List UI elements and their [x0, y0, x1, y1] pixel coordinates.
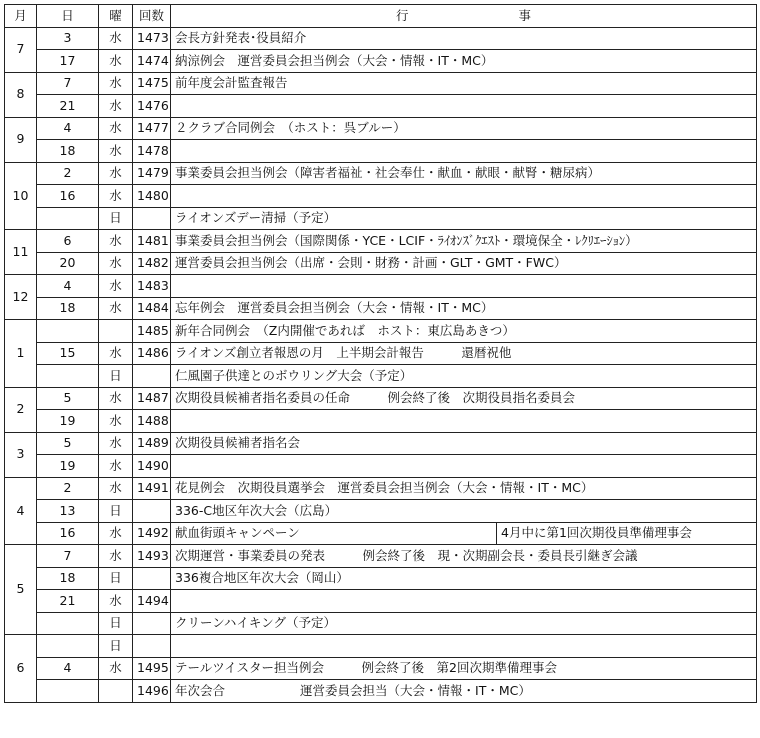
- schedule-row: [5, 522, 757, 545]
- weekday-cell: 水: [99, 297, 133, 320]
- weekday-cell: 日: [99, 612, 133, 635]
- schedule-row: [5, 117, 757, 140]
- meeting-number-cell: 1487: [133, 387, 171, 410]
- event-cell: [171, 95, 757, 118]
- day-cell: 18: [37, 297, 99, 320]
- event-cell: 336-C地区年次大会（広島）: [171, 500, 757, 523]
- month-cell: 2: [5, 387, 37, 432]
- meeting-number-cell: 1479: [133, 162, 171, 185]
- month-cell: 9: [5, 117, 37, 162]
- meeting-number-cell: 1491: [133, 477, 171, 500]
- event-cell: 年次会合 運営委員会担当（大会・情報・IT・MC）: [171, 680, 757, 703]
- month-cell: 5: [5, 545, 37, 635]
- schedule-row: [5, 252, 757, 275]
- day-cell: 20: [37, 252, 99, 275]
- event-cell: 会長方針発表･役員紹介: [171, 27, 757, 50]
- weekday-cell: 水: [99, 252, 133, 275]
- header-day: 日: [37, 5, 99, 28]
- day-cell: 16: [37, 522, 99, 545]
- schedule-row: [5, 545, 757, 568]
- schedule-row: [5, 477, 757, 500]
- event-cell: 事業委員会担当例会（障害者福祉・社会奉仕・献血・献眼・献腎・糖尿病）: [171, 162, 757, 185]
- day-cell: 4: [37, 657, 99, 680]
- day-cell: [37, 207, 99, 230]
- day-cell: 5: [37, 387, 99, 410]
- event-cell: 献血街頭キャンペーン: [171, 522, 497, 545]
- weekday-cell: 水: [99, 477, 133, 500]
- month-cell: 7: [5, 27, 37, 72]
- schedule-row: [5, 50, 757, 73]
- day-cell: 21: [37, 95, 99, 118]
- schedule-row: [5, 410, 757, 433]
- day-cell: 6: [37, 230, 99, 253]
- weekday-cell: 水: [99, 162, 133, 185]
- schedule-row: [5, 27, 757, 50]
- meeting-number-cell: [133, 635, 171, 658]
- meeting-number-cell: 1477: [133, 117, 171, 140]
- schedule-row: [5, 680, 757, 703]
- day-cell: 4: [37, 275, 99, 298]
- event-cell: クリーンハイキング（予定）: [171, 612, 757, 635]
- weekday-cell: 水: [99, 95, 133, 118]
- schedule-row: [5, 567, 757, 590]
- schedule-row: [5, 207, 757, 230]
- event-cell: 花見例会 次期役員選挙会 運営委員会担当例会（大会・情報・IT・MC）: [171, 477, 757, 500]
- event-cell: 次期運営・事業委員の発表 例会終了後 現・次期副会長・委員長引継ぎ会議: [171, 545, 757, 568]
- weekday-cell: 水: [99, 117, 133, 140]
- day-cell: 5: [37, 432, 99, 455]
- meeting-number-cell: 1489: [133, 432, 171, 455]
- weekday-cell: 日: [99, 500, 133, 523]
- day-cell: [37, 612, 99, 635]
- weekday-cell: 水: [99, 455, 133, 478]
- meeting-number-cell: 1480: [133, 185, 171, 208]
- event-cell: ２クラブ合同例会 （ホスト：呉ブルー）: [171, 117, 757, 140]
- meeting-number-cell: 1496: [133, 680, 171, 703]
- event-cell: ライオンズ創立者報恩の月 上半期会計報告 還暦祝他: [171, 342, 757, 365]
- weekday-cell: 水: [99, 72, 133, 95]
- event-cell: [171, 635, 757, 658]
- day-cell: [37, 365, 99, 388]
- event-cell: [171, 275, 757, 298]
- meeting-number-cell: 1494: [133, 590, 171, 613]
- weekday-cell: 水: [99, 657, 133, 680]
- weekday-cell: 日: [99, 365, 133, 388]
- event-cell: 納涼例会 運営委員会担当例会（大会・情報・IT・MC）: [171, 50, 757, 73]
- meeting-number-cell: [133, 207, 171, 230]
- meeting-number-cell: 1493: [133, 545, 171, 568]
- weekday-cell: 水: [99, 275, 133, 298]
- weekday-cell: 水: [99, 410, 133, 433]
- meeting-number-cell: [133, 500, 171, 523]
- weekday-cell: [99, 320, 133, 343]
- month-cell: 10: [5, 162, 37, 230]
- weekday-cell: 水: [99, 140, 133, 163]
- event-cell: [171, 455, 757, 478]
- schedule-row: [5, 635, 757, 658]
- event-cell: 次期役員候補者指名委員の任命 例会終了後 次期役員指名委員会: [171, 387, 757, 410]
- day-cell: 13: [37, 500, 99, 523]
- schedule-row: [5, 95, 757, 118]
- header-event: [171, 5, 757, 28]
- schedule-row: [5, 297, 757, 320]
- day-cell: 3: [37, 27, 99, 50]
- weekday-cell: 水: [99, 522, 133, 545]
- event-cell: 事業委員会担当例会（国際関係・YCE・LCIF・ﾗｲｵﾝｽﾞｸｴｽﾄ・環境保全・ﾚｸﾘｴｰｼｮﾝ）: [171, 230, 757, 253]
- month-cell: 8: [5, 72, 37, 117]
- weekday-cell: 日: [99, 567, 133, 590]
- meeting-number-cell: 1475: [133, 72, 171, 95]
- weekday-cell: 水: [99, 387, 133, 410]
- schedule-row: [5, 275, 757, 298]
- weekday-cell: 水: [99, 590, 133, 613]
- day-cell: [37, 680, 99, 703]
- meeting-number-cell: 1486: [133, 342, 171, 365]
- event-cell: ライオンズデー清掃（予定）: [171, 207, 757, 230]
- schedule-row: [5, 185, 757, 208]
- weekday-cell: 日: [99, 635, 133, 658]
- weekday-cell: 水: [99, 185, 133, 208]
- meeting-number-cell: 1488: [133, 410, 171, 433]
- schedule-row: [5, 500, 757, 523]
- day-cell: 16: [37, 185, 99, 208]
- event-cell: 前年度会計監査報告: [171, 72, 757, 95]
- day-cell: [37, 635, 99, 658]
- meeting-number-cell: 1484: [133, 297, 171, 320]
- annual-schedule-table: [4, 4, 757, 703]
- schedule-row: [5, 657, 757, 680]
- meeting-number-cell: 1481: [133, 230, 171, 253]
- header-event-a: 行: [395, 7, 409, 23]
- event-cell: 仁風園子供達とのボウリング大会（予定）: [171, 365, 757, 388]
- day-cell: 19: [37, 410, 99, 433]
- event-cell: 忘年例会 運営委員会担当例会（大会・情報・IT・MC）: [171, 297, 757, 320]
- meeting-number-cell: 1473: [133, 27, 171, 50]
- weekday-cell: 水: [99, 50, 133, 73]
- meeting-number-cell: 1483: [133, 275, 171, 298]
- header-event-b: 事: [518, 7, 532, 23]
- weekday-cell: 水: [99, 230, 133, 253]
- event-cell: 新年合同例会 （Z内開催であれば ホスト：東広島あきつ）: [171, 320, 757, 343]
- schedule-body: [5, 27, 757, 702]
- schedule-row: [5, 365, 757, 388]
- day-cell: 4: [37, 117, 99, 140]
- day-cell: 2: [37, 162, 99, 185]
- event-cell: [171, 140, 757, 163]
- meeting-number-cell: 1474: [133, 50, 171, 73]
- month-cell: 6: [5, 635, 37, 703]
- weekday-cell: [99, 680, 133, 703]
- event-note-cell: 4月中に第1回次期役員準備理事会: [497, 522, 757, 545]
- header-number: 回数: [133, 5, 171, 28]
- weekday-cell: 水: [99, 27, 133, 50]
- day-cell: 2: [37, 477, 99, 500]
- meeting-number-cell: [133, 365, 171, 388]
- header-month: 月: [5, 5, 37, 28]
- meeting-number-cell: 1485: [133, 320, 171, 343]
- event-cell: [171, 410, 757, 433]
- schedule-row: [5, 590, 757, 613]
- event-cell: 次期役員候補者指名会: [171, 432, 757, 455]
- schedule-row: [5, 140, 757, 163]
- meeting-number-cell: 1490: [133, 455, 171, 478]
- day-cell: 15: [37, 342, 99, 365]
- event-cell: [171, 185, 757, 208]
- event-cell: 336複合地区年次大会（岡山）: [171, 567, 757, 590]
- event-cell: [171, 590, 757, 613]
- month-cell: 1: [5, 320, 37, 388]
- month-cell: 3: [5, 432, 37, 477]
- schedule-row: [5, 387, 757, 410]
- meeting-number-cell: 1482: [133, 252, 171, 275]
- weekday-cell: 水: [99, 545, 133, 568]
- schedule-row: [5, 320, 757, 343]
- day-cell: 18: [37, 567, 99, 590]
- event-cell: テールツイスター担当例会 例会終了後 第2回次期準備理事会: [171, 657, 757, 680]
- month-cell: 12: [5, 275, 37, 320]
- weekday-cell: 水: [99, 342, 133, 365]
- day-cell: 18: [37, 140, 99, 163]
- day-cell: 7: [37, 545, 99, 568]
- meeting-number-cell: 1492: [133, 522, 171, 545]
- schedule-row: [5, 455, 757, 478]
- meeting-number-cell: [133, 567, 171, 590]
- month-cell: 4: [5, 477, 37, 545]
- day-cell: 21: [37, 590, 99, 613]
- weekday-cell: 水: [99, 432, 133, 455]
- schedule-row: [5, 342, 757, 365]
- day-cell: 17: [37, 50, 99, 73]
- event-cell: 運営委員会担当例会（出席・会則・財務・計画・GLT・GMT・FWC）: [171, 252, 757, 275]
- schedule-row: [5, 162, 757, 185]
- meeting-number-cell: 1478: [133, 140, 171, 163]
- meeting-number-cell: 1476: [133, 95, 171, 118]
- day-cell: 19: [37, 455, 99, 478]
- header-row: [5, 5, 757, 28]
- day-cell: [37, 320, 99, 343]
- header-dow: 曜: [99, 5, 133, 28]
- weekday-cell: 日: [99, 207, 133, 230]
- schedule-row: [5, 432, 757, 455]
- meeting-number-cell: [133, 612, 171, 635]
- schedule-row: [5, 230, 757, 253]
- schedule-row: [5, 612, 757, 635]
- day-cell: 7: [37, 72, 99, 95]
- schedule-row: [5, 72, 757, 95]
- month-cell: 11: [5, 230, 37, 275]
- meeting-number-cell: 1495: [133, 657, 171, 680]
